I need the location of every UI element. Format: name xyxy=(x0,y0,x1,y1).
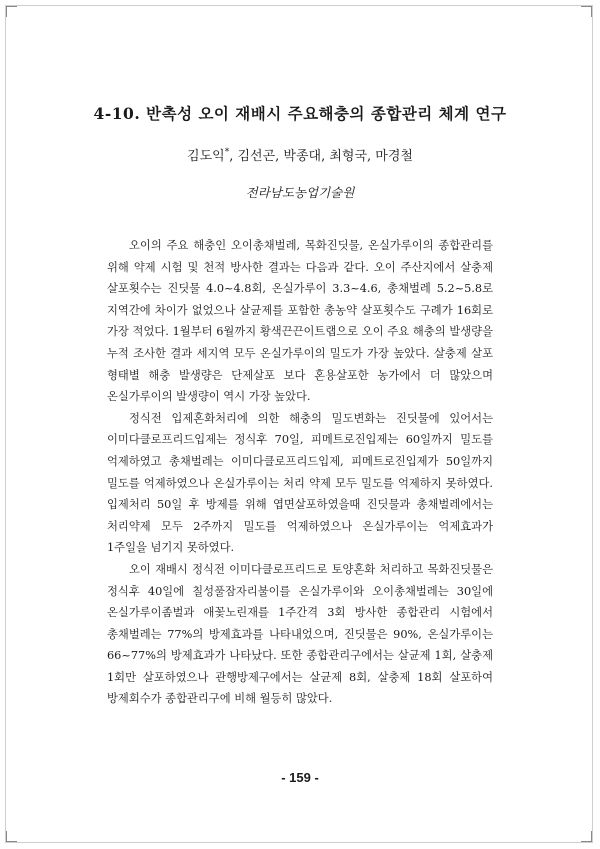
corresponding-mark: * xyxy=(224,147,230,158)
crop-mark xyxy=(6,831,17,842)
author-list xyxy=(0,145,600,164)
corresponding-author: 김도익 xyxy=(187,149,225,164)
paper-title: 4-10. 반촉성 오이 재배시 주요해충의 종합관리 체계 연구 xyxy=(93,104,507,123)
crop-mark xyxy=(6,6,17,17)
crop-mark xyxy=(581,831,592,842)
abstract-body xyxy=(107,235,493,710)
page-number: - 159 - xyxy=(281,770,319,785)
affiliation: 전라남도농업기술원 xyxy=(245,185,355,200)
paragraph: 오이의 주요 해충인 오이총채벌레, 목화진딧물, 온실가루이의 종합관리를 위해 약제 시험 및 천적 방사한 결과는 다음과 같다. 오이 주산지에서 살충제 살포횟수는 진딧물 4.0~4.8회, 온실가루이 3.3~4.6, 총채벌레 5.2~5.8로 지역간에 차이가 없었으나 살균제를 포함한 총농약 살포횟수도 구례가 16회로 가장 적었다. 1월부터 6월까지 황색끈끈이트랩으로 오이 주요 해충의 발생량을 누적 조사한 결과 세지역 모두 온실가루이의 밀도가 가장 높았다. 살충제 살포 형태별 해충 발생량은 단제살포 보다 혼용살포한 농가에서 더 많았으며 온실가루이의 발생량이 역시 가장 높았다. xyxy=(107,239,493,404)
co-authors: , 김선곤, 박종대, 최형국, 마경철 xyxy=(229,149,413,164)
paragraph: 오이 재배시 정식전 이미다클로프리드로 토양혼화 처리하고 목화진딧물은 정식후 40일에 칠성풀잠자리불이를 온실가루이와 오이총채벌레는 30일에 온실가루이좀벌과 애꽃노린재를 1주간격 3회 방사한 종합관리 시험에서 총채벌레는 77%의 방제효과를 나타내었으며, 진딧물은 90%, 온실가루이는 66~77%의 방제효과가 나타났다. 또한 종합관리구에서는 살균제 1회, 살충제 1회만 살포하였으나 관행방제구에서는 살균제 8회, 살충제 18회 살포하여 방제회수가 종합관리구에 비해 월등히 많았다. xyxy=(107,562,493,706)
paragraph: 정식전 입제혼화처리에 의한 해충의 밀도변화는 진딧물에 있어서는 이미다클로프리드입제는 정식후 70일, 피메트로진입제는 60일까지 밀도를 억제하였고 총채벌레는 이미다클로프리드입제, 피메트로진입제가 50일까지 밀도를 억제하였으나 온실가루이는 처리 약제 모두 밀도를 억제하지 못하였다. 입제처리 50일 후 방제를 위해 엽면살포하였을때 진딧물과 총채벌레에서는 처리약제 모두 2주까지 밀도를 억제하였으나 온실가루이는 억제효과가 1주일을 넘기지 못하였다. xyxy=(107,411,493,555)
crop-mark xyxy=(581,6,592,17)
